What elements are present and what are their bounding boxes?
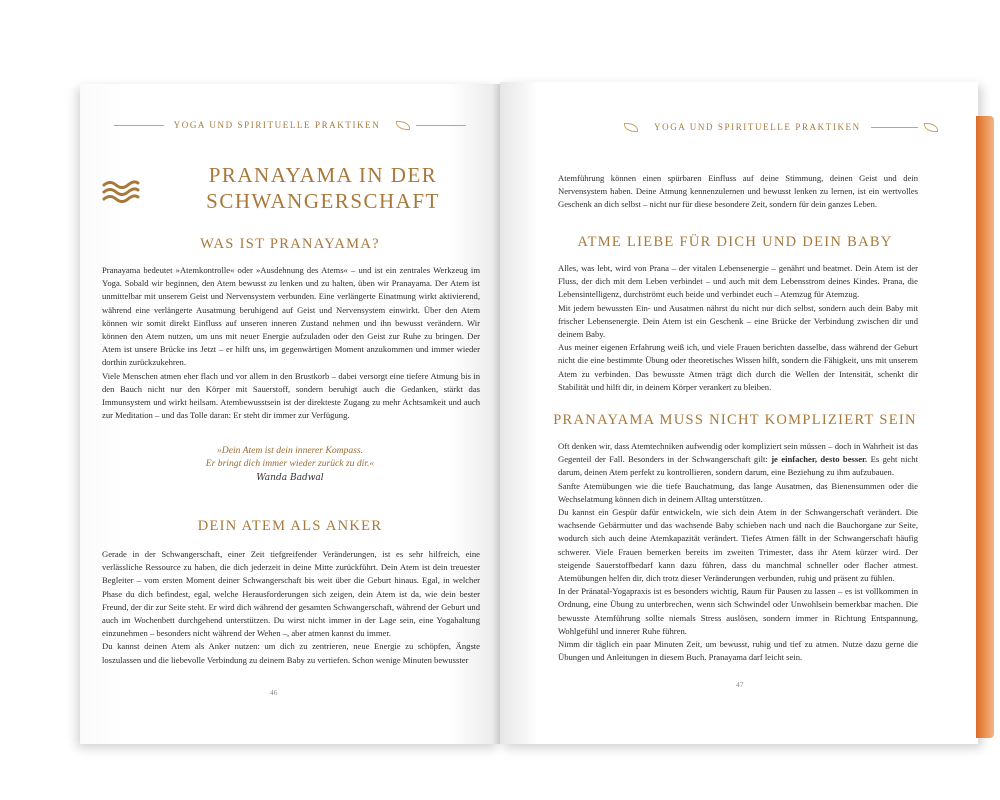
paragraph: Mit jedem bewussten Ein- und Ausatmen nährst du nicht nur dich selbst, sondern auch dein Baby mit frischer Lebensenergie. Dein Atem ist ein Geschenk – eine Brücke der Verbindung zwischen dir und deinem Baby. [558, 302, 918, 340]
section1-body [102, 264, 480, 422]
section2-body [102, 548, 480, 667]
signature: Wanda Badwal [256, 473, 324, 483]
quote-line2: Er bringt dich immer wieder zurück zu dir.« [205, 458, 375, 469]
quote-line1: »Dein Atem ist dein innerer Kompass. [216, 445, 364, 456]
paragraph: Viele Menschen atmen eher flach und vor allem in den Brustkorb – dabei versorgt eine tiefere Atmung bis in den Bauch nicht nur den Körper mit Sauerstoff, sondern beruhigt auch die Gedanken, stärkt das Immunsystem und wirkt heilsam. Atembewusstsein ist der direkteste Zugang zu mehr Achtsamkeit und auch zur Meditation – und das Tolle daran: Er steht dir immer zur Verfügung. [102, 370, 480, 421]
page-number-right: 47 [736, 680, 744, 689]
section-heading-was-ist-pranayama: WAS IST PRANAYAMA? [200, 236, 380, 252]
paragraph: Du kannst deinen Atem als Anker nutzen: um dich zu zentrieren, neue Energie zu schöpfen, Ängste loszulassen und die liebevolle Verbindung zu deinem Baby zu vertiefen. Schon wenige Minuten bewusster [102, 641, 480, 665]
paragraph: Pranayama bedeutet »Atemkontrolle« oder »Ausdehnung des Atems« – und ist ein zentrales Werkzeug im Yoga. Sobald wir beginnen, den Atem bewusst zu lenken und zu halten, üben wir Pranayama. Der Atem ist unmittelbar mit unserem Geist und Nervensystem verbunden. Eine verlängerte Einatmung wirkt aktivierend, während eine verlängerte Ausatmung beruhigend auf Geist und Nervensystem einwirkt. Über den Atem können wir somit direkt Einfluss auf unseren inneren Zustand nehmen und ihn bewusst verändern. Wir können den Atem nutzen, um uns mit neuer Energie aufzuladen oder den Geist zur Ruhe zu bringen. Der Atem ist unsere Brücke ins Jetzt – er hilft uns, im gegenwärtigen Moment anzukommen und immer wieder dorthin zurückzukehren. [102, 265, 480, 368]
running-head-left [80, 120, 500, 130]
chapter-title-line2: SCHWANGERSCHAFT [206, 189, 440, 213]
paragraph: Alles, was lebt, wird von Prana – der vitalen Lebensenergie – genährt und beatmet. Dein Atem ist der Fluss, der dich mit dem Leben verbindet – und auch mit dem Lebensstrom deines Kindes. Prana, die Lebensintelligenz, durchströmt euch beide und verbindet euch – Atemzug für Atemzug. [558, 263, 918, 300]
paragraph: In der Pränatal-Yogapraxis ist es besonders wichtig, Raum für Pausen zu lassen – es ist vollkommen in Ordnung, eine Übung zu unterbrechen, wenn sich Schwindel oder Unwohlsein bemerkbar machen. Die bewusste Atemführung sollte niemals Stress auslösen, sondern immer in Richtung Entspannung, Wohlgefühl und innerer Ruhe führen. [558, 586, 918, 636]
paragraph: Nimm dir täglich ein paar Minuten Zeit, um bewusst, ruhig und tief zu atmen. Nutze dazu gerne die Übungen und Anleitungen in diesem Buch. Pranayama darf leicht sein. [558, 639, 918, 663]
section4-body [558, 440, 918, 664]
intro-body [558, 172, 918, 212]
rule-line [416, 125, 466, 126]
right-page [500, 82, 978, 744]
left-page [80, 84, 500, 744]
running-head-right [500, 122, 978, 132]
running-head-text: YOGA UND SPIRITUELLE PRAKTIKEN [173, 120, 381, 130]
leaf-icon [396, 121, 410, 130]
paragraph: Atemführung können einen spürbaren Einfluss auf deine Stimmung, deinen Geist und dein Nervensystem haben. Deine Atmung kennenzulernen und bewusst lenken zu lernen, ist ein wertvolles Geschenk an dich selbst – nicht nur für diese besondere Zeit, sondern für dein ganzes Leben. [558, 173, 918, 210]
paragraph: Aus meiner eigenen Erfahrung weiß ich, und viele Frauen berichten dasselbe, dass während der Geburt nicht die eine bestimmte Übung oder theoretisches Wissen hilft, sondern die Fähigkeit, uns mit unserem Atem zu verbinden. Das bewusste Atmen trägt dich durch die Wellen der Intensität, schenkt dir Stabilität und hilft dir, in deinem Körper verankert zu bleiben. [558, 342, 918, 392]
chapter-title [188, 162, 458, 214]
paragraph: Gerade in der Schwangerschaft, einer Zeit tiefgreifender Veränderungen, ist es sehr hilfreich, eine verlässliche Ressource zu haben, die dich jederzeit in deine Mitte zurückführt. Dein Atem ist dein treuester Begleiter – vom ersten Moment deiner Schwangerschaft bis weit über die Geburt hinaus. Egal, in welcher Phase du dich befindest, egal, welche Herausforderungen sich zeigen, dein Atem ist da, wie dein bester Freund, der dir zur Seite steht. Er wird dich während der gesamten Schwangerschaft, während der Geburt und auch im Wochenbett durchgehend unterstützen. Du wirst nicht immer in der Lage sein, eine Yogahaltung einzunehmen – besonders nicht während der Wehen –, aber atmen kannst du immer. [102, 549, 480, 639]
leaf-icon [624, 123, 638, 132]
wave-icon [102, 176, 140, 206]
page-edge [976, 116, 994, 738]
leaf-icon [924, 123, 938, 132]
paragraph: Sanfte Atemübungen wie die tiefe Bauchatmung, das lange Ausatmen, das Bienensummen oder die Wechselatmung können dich in deinem Alltag unterstützen. [558, 480, 918, 504]
section-heading-pranayama-kompliziert: PRANAYAMA MUSS NICHT KOMPLIZIERT SEIN [553, 412, 917, 428]
page-number-left: 46 [270, 688, 278, 697]
chapter-title-line1: PRANAYAMA IN DER [208, 163, 438, 187]
emphasis: je einfacher, desto besser. [771, 454, 868, 465]
section-heading-dein-atem-als-anker: DEIN ATEM ALS ANKER [197, 518, 383, 534]
text-run: Oft denken wir, dass Atemtechniken aufwendig oder kompliziert sein müssen – doch in Wahrheit ist das Gegenteil der Fall. Besonders in der Schwangerschaft gilt: [558, 441, 918, 465]
rule-line [114, 125, 164, 126]
rule-line [871, 127, 918, 128]
section3-body [558, 262, 918, 394]
section-heading-atme-liebe: ATME LIEBE FÜR DICH UND DEIN BABY [577, 234, 893, 250]
quote-block [160, 444, 420, 485]
text-run: Es geht nicht darum, deinen Atem perfekt zu kontrollieren, sondern darum, eine Beziehung zu ihm aufzubauen. [558, 454, 918, 478]
paragraph: Du kannst ein Gespür dafür entwickeln, wie sich dein Atem in der Schwangerschaft verändert. Die wachsende Gebärmutter und das wachsende Baby schieben nach und nach die Bauchorgane zur Seite, wodurch sich auch deine Atemkapazität verändert. Tiefes Atmen fällt in der Schwangerschaft häufig schwerer. Viele Frauen bemerken bereits im zweiten Trimester, dass ihr Atem kürzer wird. Der steigende Sauerstoffbedarf kann dazu führen, dass du manchmal schneller oder flacher atmest. Atemübungen helfen dir, dich trotz dieser Veränderungen verbunden, ruhig und präsent zu fühlen. [558, 507, 918, 584]
paragraph [558, 440, 918, 480]
running-head-text: YOGA UND SPIRITUELLE PRAKTIKEN [654, 122, 861, 132]
